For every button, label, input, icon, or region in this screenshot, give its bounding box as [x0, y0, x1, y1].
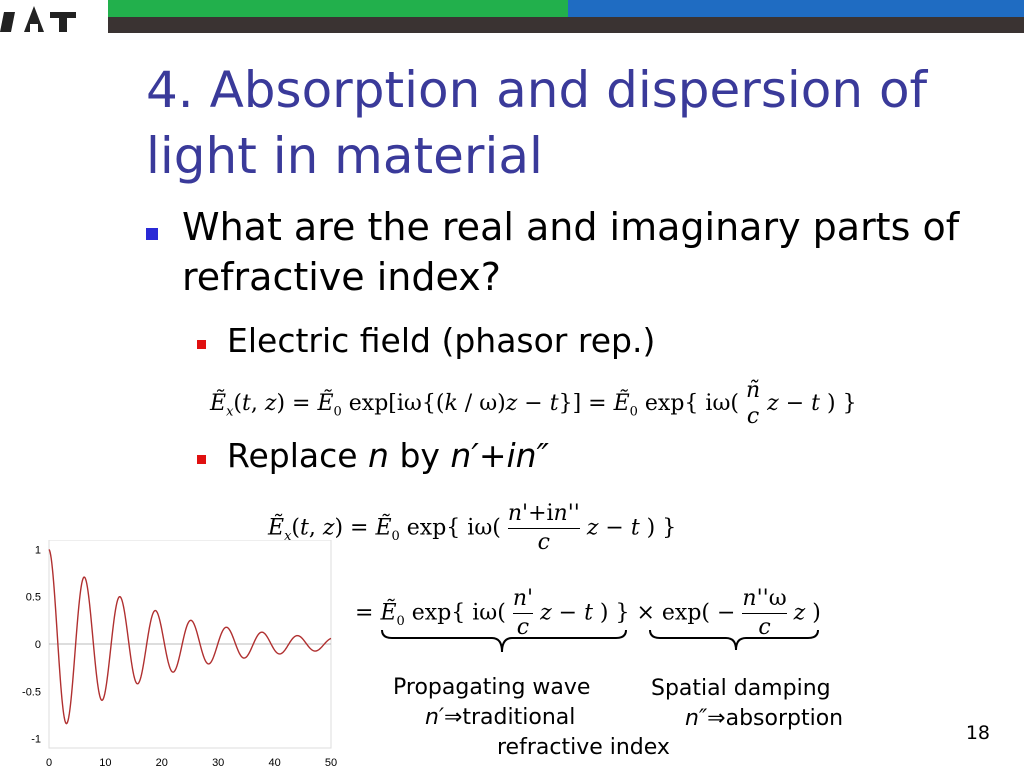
- caption-wave-line3: refractive index: [497, 735, 670, 760]
- header-bar-blue: [568, 0, 1024, 17]
- y-tick-label: 0.5: [25, 591, 41, 604]
- x-tick-label: 50: [324, 757, 338, 768]
- caption-damp-line1: Spatial damping: [651, 676, 831, 701]
- damped-wave-chart: [0, 540, 345, 768]
- sub-bullet-icon: [197, 340, 206, 349]
- equation-2: Ẽ$_x$(t, z) = Ẽ$_0$ exp{ iω( $\frac{n'+in''}{c}$ z − t ) }: [268, 501, 677, 555]
- damped-wave-series: [49, 549, 331, 723]
- tat-logo: [0, 0, 100, 33]
- caption-wave-line2: n′⇒traditional: [425, 705, 576, 730]
- y-tick-label: 1: [34, 544, 41, 557]
- y-tick-label: -0.5: [22, 686, 41, 699]
- caption-damp-line2: n″⇒absorption: [685, 706, 844, 731]
- page-number: 18: [965, 722, 990, 744]
- x-tick-label: 0: [45, 757, 53, 768]
- underbrace-damping: [648, 628, 823, 664]
- slide-title: 4. Absorption and dispersion of light in material: [146, 61, 928, 185]
- sub-bullet-text-1: Electric field (phasor rep.): [227, 321, 656, 360]
- x-tick-label: 30: [212, 757, 225, 768]
- header-bar-green: [108, 0, 568, 17]
- sub-bullet-icon: [197, 455, 206, 464]
- caption-wave-line1: Propagating wave: [393, 675, 591, 700]
- equation-3: = Ẽ$_0$ exp{ iω( $\frac{n'}{c}$ z − t ) } × exp( − $\frac{n''\omega}{c}$ z ): [355, 586, 821, 640]
- bullet-square-icon: [146, 228, 158, 240]
- y-tick-label: -1: [31, 733, 41, 746]
- y-tick-label: 0: [34, 639, 41, 651]
- sub-bullet-text-2: Replace n by n′+in″: [227, 436, 549, 475]
- x-tick-label: 10: [99, 757, 112, 768]
- equation-1: Ẽ$_x$(t, z) = Ẽ$_0$ exp[iω{(k / ω)z − t}] = Ẽ$_0$ exp{ iω( ñ c z − t ) }: [210, 378, 857, 429]
- underbrace-wave: [380, 628, 630, 668]
- header-bar-dark: [108, 17, 1024, 33]
- bullet-text: What are the real and imaginary parts of refractive index?: [182, 205, 960, 299]
- x-tick-label: 40: [268, 757, 281, 768]
- x-tick-label: 20: [155, 757, 168, 768]
